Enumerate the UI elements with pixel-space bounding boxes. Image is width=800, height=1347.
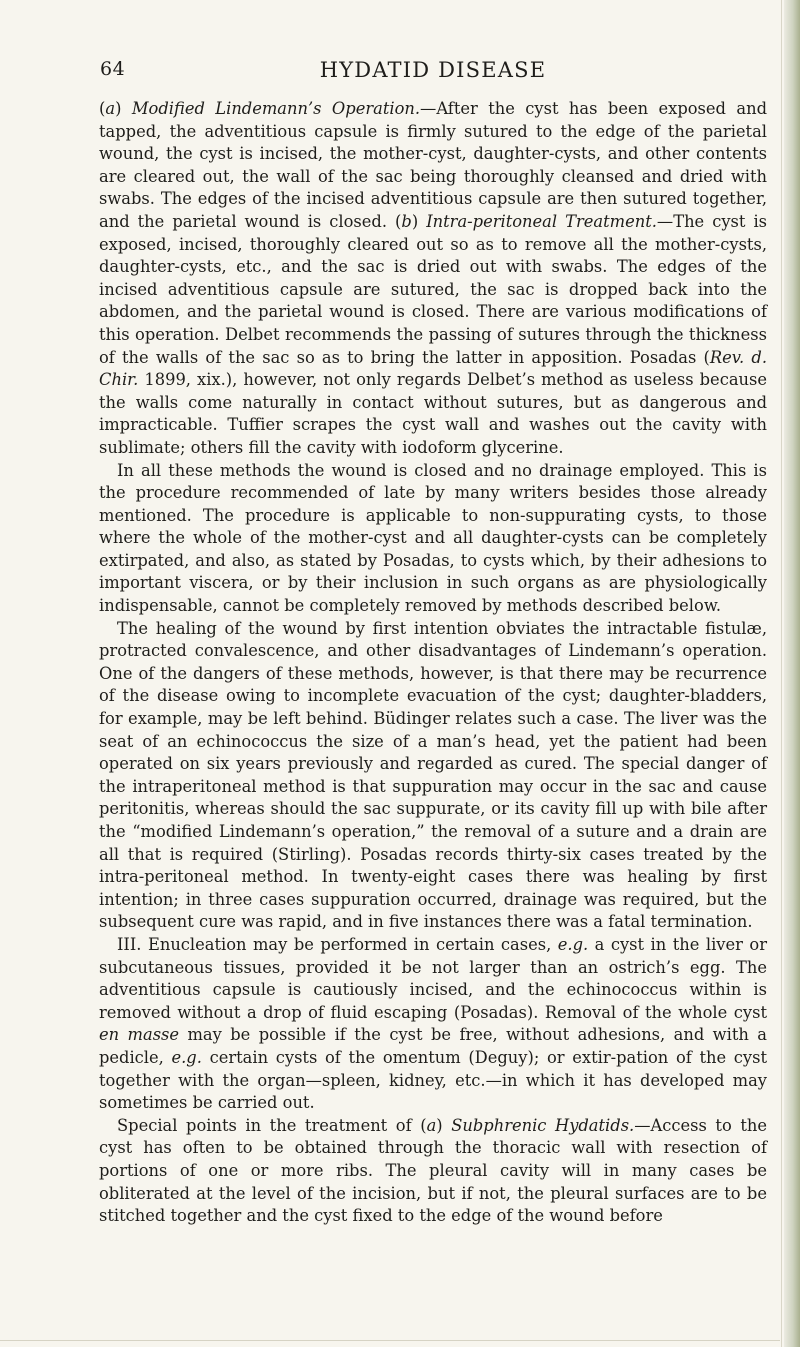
paragraph-drainage-methods: [99, 460, 767, 618]
italic-text: a: [105, 99, 116, 118]
italic-text: Rev. d. Chir.: [99, 347, 767, 390]
italic-text: en masse: [99, 1025, 180, 1045]
italic-text: b: [401, 211, 412, 231]
text-run: The healing of the wound by first intention obviates the intractable fistulæ, protracted convalescence, and other disadvantages of Lindemann’s operation. One of the dangers of these methods, however, is that there may be recurrence of the disease owing to incomplete evacuation of the cyst; daughter-bladders, for example, may be left behind. Büdinger relates such a case. The liver was the seat of an echinococcus the size of a man’s head, yet the patient had been operated on six years previously and regarded as cured. The special danger of the intraperitoneal method is that suppuration may occur in the sac and cause peritonitis, whereas should the sac suppurate, or its cavity fill up with bile after the “modified Lindemann’s operation,” the removal of a suture and a drain are all that is required (Stirling). Posadas records thirty-six cases treated by the intra-peritoneal method. In twenty-eight cases there was healing by first intention; in three cases suppuration occurred, drainage was required, but the subsequent cure was rapid, and in five instances there was a fatal termination.: [99, 618, 767, 932]
page-header: [100, 58, 766, 88]
italic-text: a: [426, 1115, 437, 1135]
text-run: may be possible if the cyst be free, without adhesions, and with a pedicle,: [99, 1025, 767, 1067]
text-run: Special points in the treatment of (: [117, 1115, 427, 1135]
text-run: —Access to the cyst has often to be obtained through the thoracic wall with resection of portions of one or more ribs. The pleural cavity will in many cases be obliterated at the level of the incision, but if not, the pleural surfaces are to be stitched together and the cyst fixed to the edge of the wound before: [99, 1115, 768, 1226]
page-number: 64: [100, 58, 126, 80]
italic-text: Modified Lindemann’s Operation.: [131, 99, 421, 118]
text-run: In all these methods the wound is closed and no drainage employed. This is the procedure recommended of late by many writers besides those already mentioned. The procedure is applicable to non-suppurating cysts, to those where the whole of the mother-cyst and all daughter-cysts can be completely extirpated, and also, as stated by Posadas, to cysts which, by their adhesions to important viscera, or by their inclusion in such organs as are physiologically indispensable, cannot be completely removed by methods described below.: [99, 460, 767, 616]
text-run: —After the cyst has been exposed and tapped, the adventitious capsule is firmly sutured to the edge of the parietal wound, the cyst is incised, the mother-cyst, daughter-cysts, and other contents are cleared out, the wall of the sac being thoroughly cleansed and dried with swabs. The edges of the incised adventitious capsule are then sutured together, and the parietal wound is closed. (: [99, 99, 767, 231]
page-edge-shadow: [784, 0, 800, 1347]
text-run: certain cysts of the omentum (Deguy); or extir-pation of the cyst together with the organ—spleen, kidney, etc.—in which it has developed may sometimes be carried out.: [99, 1047, 767, 1113]
text-run: III. Enucleation may be performed in certain cases,: [117, 934, 558, 954]
text-run: a cyst in the liver or subcutaneous tissues, provided it be not larger than an ostrich’s egg. The adventitious capsule is cautiously incised, and the echinococcus within is removed without a drop of fluid escaping (Posadas). Removal of the whole cyst: [99, 934, 767, 1022]
text-run: 1899, xix.), however, not only regards Delbet’s method as useless because the walls come naturally in contact without sutures, but as dangerous and impracticable. Tuffier scrapes the cyst wall and washes out the cavity with sublimate; others fill the cavity with iodoform glycerine.: [99, 370, 767, 457]
text-run: ): [115, 99, 132, 118]
paragraph-subphrenic-hydatids: [99, 1115, 767, 1228]
italic-text: Subphrenic Hydatids.: [451, 1115, 635, 1135]
italic-text: e.g.: [171, 1047, 202, 1067]
text-run: —The cyst is exposed, incised, thoroughly cleared out so as to remove all the mother-cysts, daughter-cysts, etc., and the sac is dried out with swabs. The edges of the incised adventitious capsule are sutured, the sac is dropped back into the abdomen, and the parietal wound is closed. There are various modifications of this operation. Delbet recommends the passing of sutures through the thickness of the walls of the sac so as to bring the latter in apposition. Posadas (: [99, 211, 768, 367]
text-run: ): [436, 1115, 452, 1135]
text-run: (: [99, 99, 106, 118]
paragraph-enucleation: [99, 934, 767, 1115]
paragraph-lindemann-operation: [99, 98, 767, 460]
page-gutter-line: [781, 0, 782, 1347]
running-title: HYDATID DISEASE: [319, 58, 547, 82]
paragraph-healing-first-intention: [99, 618, 767, 934]
italic-text: Intra-peritoneal Treatment.: [426, 211, 657, 231]
page-bottom-rule: [0, 1340, 780, 1341]
italic-text: e.g.: [557, 934, 589, 954]
body-text: [99, 98, 767, 1228]
text-run: ): [411, 211, 427, 231]
